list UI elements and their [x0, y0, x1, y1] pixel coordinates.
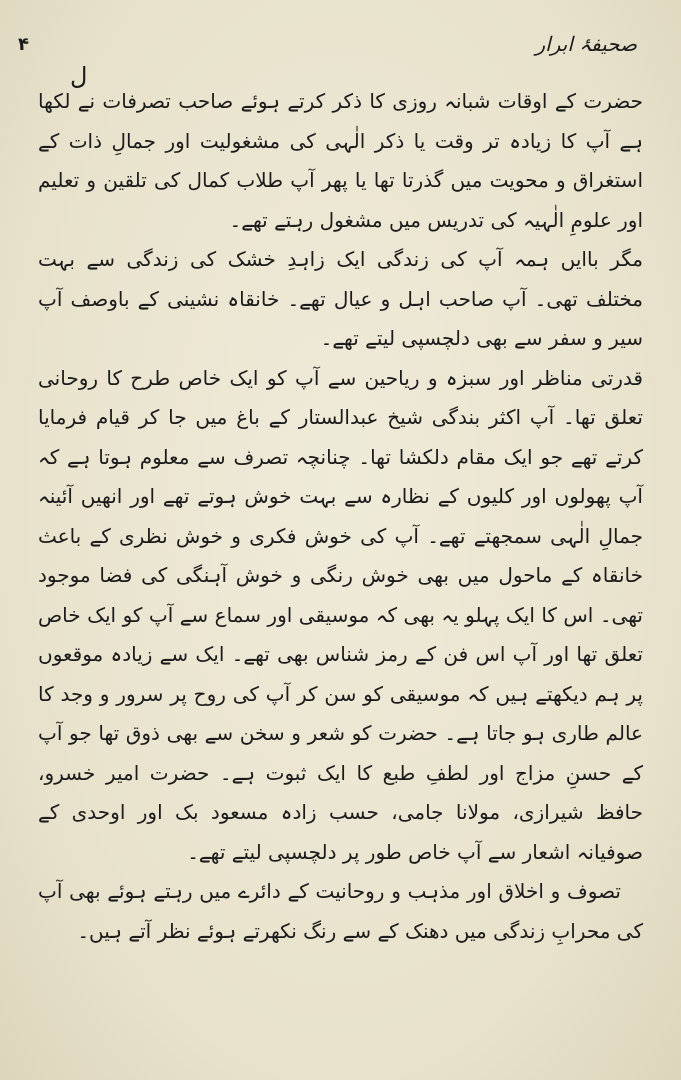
margin-mark: ل	[70, 62, 88, 90]
body-text	[38, 82, 643, 951]
paragraph-2: مگر باایں ہمہ آپ کی زندگی ایک زاہدِ خشک کی زندگی سے بہت مختلف تھی۔ آپ صاحب اہل و عیال تھے۔ خانقاہ نشینی کے باوصف آپ سیر و سفر سے بھی دلچسپی لیتے تھے۔	[38, 247, 643, 350]
paragraph-3: قدرتی مناظر اور سبزہ و ریاحین سے آپ کو ایک خاص طرح کا روحانی تعلق تھا۔ آپ اکثر بندگی شیخ عبدالستار کے باغ میں جا کر قیام فرمایا کرتے تھے جو ایک مقام دلکشا تھا۔ چنانچہ تصرف سے معلوم ہوتا ہے کہ آپ پھولوں اور کلیوں کے نظارہ سے بہت خوش ہوتے تھے اور انھیں آئینہ جمالِ الٰہی سمجھتے تھے۔ آپ کی خوش فکری و خوش نظری کے باعث خانقاہ کے ماحول میں بھی خوش رنگی و خوش آہنگی کی فضا موجود تھی۔ اس کا ایک پہلو یہ بھی کہ موسیقی اور سماع سے آپ کو ایک خاص تعلق تھا اور آپ اس فن کے رمز شناس بھی تھے۔ ایک سے زیادہ موقعوں پر ہم دیکھتے ہیں کہ موسیقی کو سن کر آپ کی روح پر سرور و وجد کا عالم طاری ہو جاتا ہے۔ حضرت کو شعر و سخن سے بھی ذوق تھا جو آپ کے حسنِ مزاج اور لطفِ طبع کا ایک ثبوت ہے۔ حضرت امیر خسرو، حافظ شیرازی، مولانا جامی، حسب زادہ مسعود بک اور اوحدی کے صوفیانہ اشعار سے آپ خاص طور پر دلچسپی لیتے تھے۔	[38, 365, 643, 864]
paragraph-4: تصوف و اخلاق اور مذہب و روحانیت کے دائرے میں رہتے ہوئے بھی آپ کی محرابِ زندگی میں دھنک کے سے رنگ نکھرتے ہوئے نظر آتے ہیں۔	[38, 879, 643, 943]
paragraph-1: حضرت کے اوقات شبانہ روزی کا ذکر کرتے ہوئے صاحب تصرفات نے لکھا ہے آپ کا زیادہ تر وقت یا ذکر الٰہی کی مشغولیت اور جمالِ ذات کے استغراق و محویت میں گذرتا تھا یا پھر آپ طلاب کمال کی تلقین و تعلیم اور علومِ الٰہیہ کی تدریس میں مشغول رہتے تھے۔	[38, 89, 643, 232]
running-head: صحیفۂ ابرار	[535, 32, 637, 56]
page-number: ۴	[18, 34, 29, 55]
